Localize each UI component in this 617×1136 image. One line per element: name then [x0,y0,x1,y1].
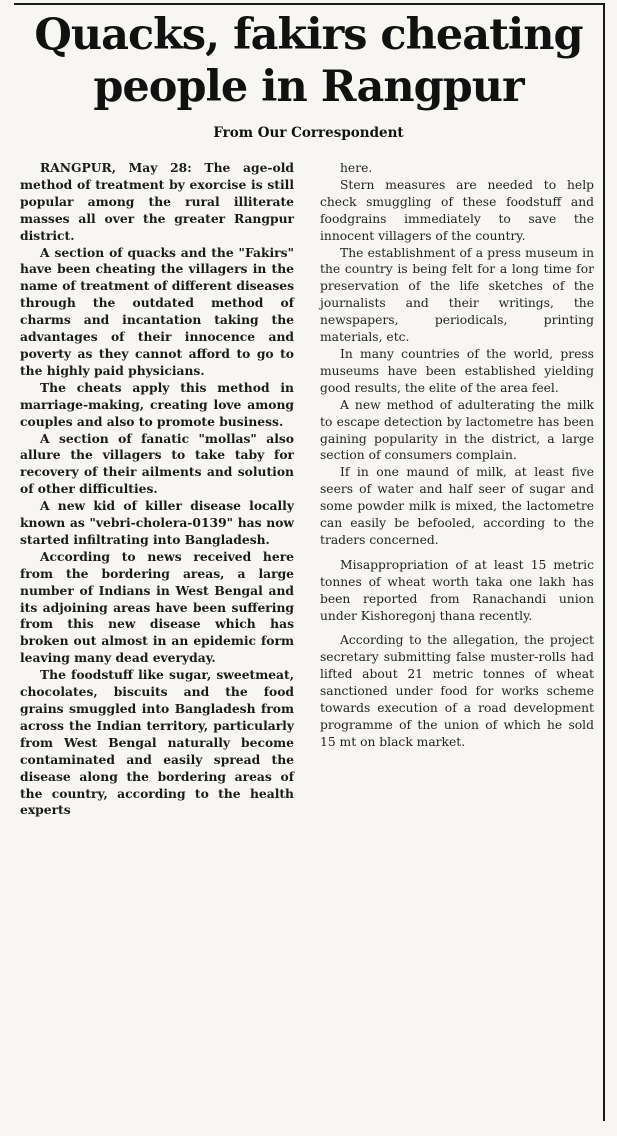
right-column [320,160,594,751]
left-column [20,160,294,819]
headline [10,9,607,113]
headline-line-1: Quacks, fakirs cheating [34,10,583,60]
paragraph: A new method of adulterating the milk to escape detection by lactometre has been gaining popularity in the district, a large section of consumers complain. [320,397,594,463]
paragraph: According to news received here from the bordering areas, a large number of Indians in West Bengal and its adjoining areas have been suffering from this new disease which has broken out almost in an epidemic form leaving many dead everyday. [20,548,294,666]
paragraph: The establishment of a press museum in the country is being felt for a long time for preservation of the life sketches of the journalists and their writings, the newspapers, periodicals, printing materials, etc. [320,245,594,345]
paragraph: A section of quacks and the "Fakirs" have been cheating the villagers in the name of treatment of different diseases through the outdated method of charms and incantation taking the advantages of their innocence and poverty as they cannot afford to go to the highly paid physicians. [20,244,294,378]
paragraph [20,160,294,245]
paragraph: According to the allegation, the project secretary submitting false muster-rolls had lifted about 21 metric tonnes of wheat sanctioned under food for works scheme towards execution of a road development programme of the union of which he sold 15 mt on black market. [320,633,594,749]
paragraph-text: The age-old method of treatment by exorcise is still popular among the rural illiterate masses all over the greater Rangpur district. [20,160,294,243]
paragraph: A section of fanatic "mollas" also allure the villagers to take taby for recovery of their ailments and solution of other difficulties. [20,430,294,497]
byline: From Our Correspondent [213,125,404,141]
top-border-rule [14,3,603,5]
paragraph: Misappropriation of at least 15 metric tonnes of wheat worth taka one lakh has been reported from Ranachandi union under Kishoregonj thana recently. [320,557,594,623]
paragraph: In many countries of the world, press museums have been established yielding good results, the elite of the area feel. [320,346,594,395]
paragraph: If in one maund of milk, at least five seers of water and half seer of sugar and some powder milk is mixed, the lactometre can easily be befooled, according to the traders concerned. [320,465,594,547]
paragraph-continuation: here. [340,161,373,175]
right-border-rule [603,3,605,1121]
paragraph: Stern measures are needed to help check smuggling of these foodstuff and foodgrains immediately to save the innocent villagers of the country. [320,177,594,243]
paragraph: The cheats apply this method in marriage-making, creating love among couples and also to promote business. [20,379,294,429]
dateline: RANGPUR, May 28: [40,160,192,175]
paragraph: The foodstuff like sugar, sweetmeat, chocolates, biscuits and the food grains smuggled into Bangladesh from across the Indian territory, particularly from West Bengal naturally become contaminated and easily spread the disease along the bordering areas of the country, according to the health experts [20,667,294,818]
headline-line-2: people in Rangpur [93,62,524,112]
paragraph: A new kid of killer disease locally known as "vebri-cholera-0139" has now started infiltrating into Bangladesh. [20,498,294,547]
